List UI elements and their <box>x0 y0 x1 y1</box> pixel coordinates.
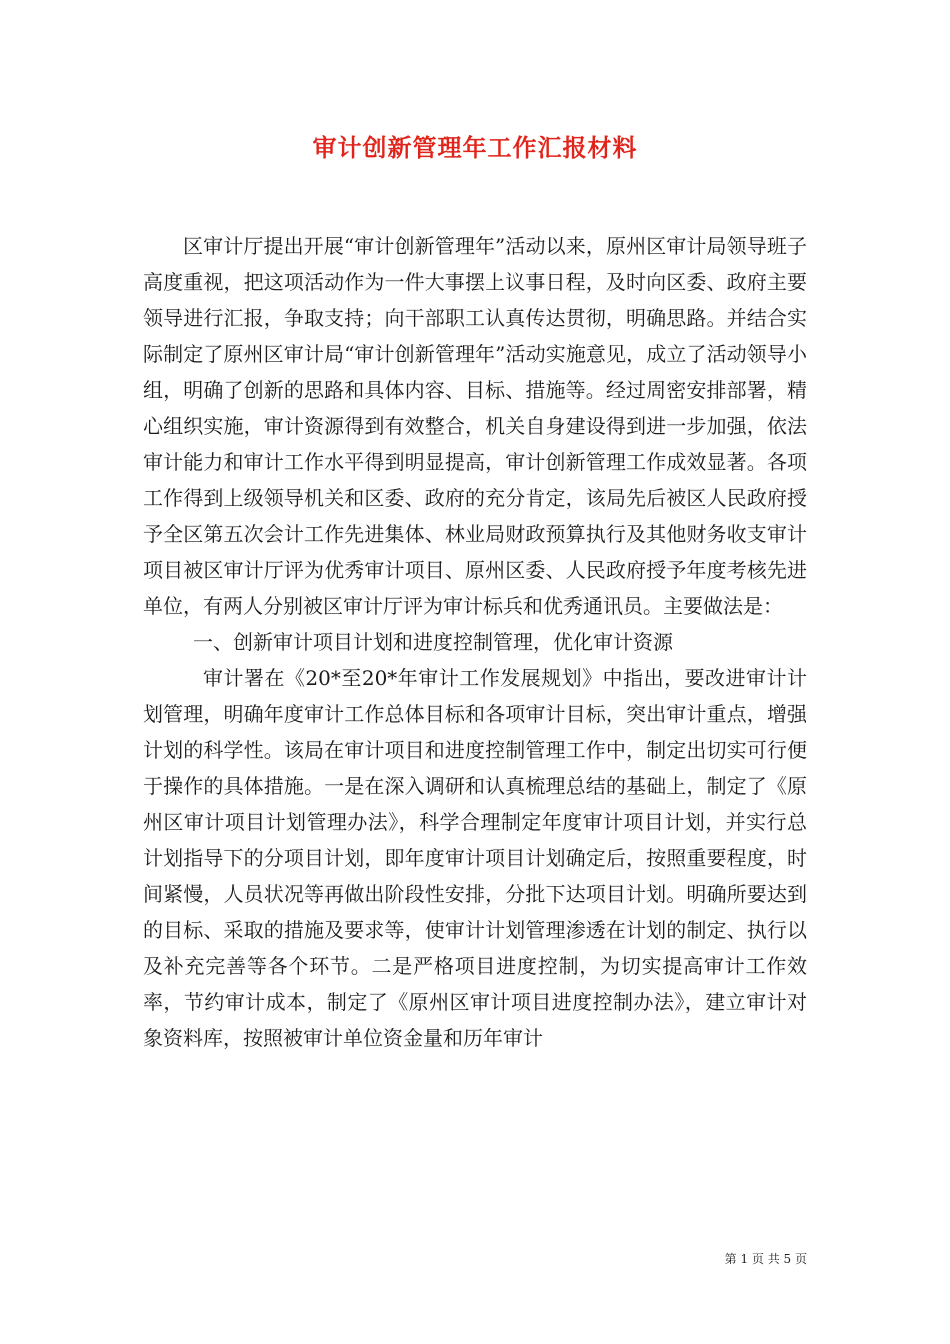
page-number: 第 1 页 共 5 页 <box>724 1252 807 1266</box>
paragraph-section-1: 审计署在《20*至20*年审计工作发展规划》中指出，要改进审计计划管理，明确年度审计工作总体目标和各项审计目标，突出审计重点，增强计划的科学性。该局在审计项目和进度控制管理工作中，制定出切实可行便于操作的具体措施。一是在深入调研和认真梳理总结的基础上，制定了《原州区审计项目计划管理办法》，科学合理制定年度审计项目计划，并实行总计划指导下的分项目计划，即年度审计项目计划确定后，按照重要程度，时间紧慢，人员状况等再做出阶段性安排，分批下达项目计划。明确所要达到的目标、采取的措施及要求等，使审计计划管理渗透在计划的制定、执行以及补充完善等各个环节。二是严格项目进度控制，为切实提高审计工作效率，节约审计成本，制定了《原州区审计项目进度控制办法》，建立审计对象资料库，按照被审计单位资金量和历年审计 <box>143 666 807 1050</box>
document-title: 审计创新管理年工作汇报材料 <box>312 133 638 162</box>
paragraph-intro: 区审计厅提出开展“审计创新管理年”活动以来，原州区审计局领导班子高度重视，把这项活动作为一件大事摆上议事日程，及时向区委、政府主要领导进行汇报，争取支持；向干部职工认真传达贯彻，明确思路。并结合实际制定了原州区审计局“审计创新管理年”活动实施意见，成立了活动领导小组，明确了创新的思路和具体内容、目标、措施等。经过周密安排部署，精心组织实施，审计资源得到有效整合，机关自身建设得到进一步加强，依法审计能力和审计工作水平得到明显提高，审计创新管理工作成效显著。各项工作得到上级领导机关和区委、政府的充分肯定，该局先后被区人民政府授予全区第五次会计工作先进集体、林业局财政预算执行及其他财务收支审计项目被区审计厅评为优秀审计项目、原州区委、人民政府授予年度考核先进单位，有两人分别被区审计厅评为审计标兵和优秀通讯员。主要做法是： <box>143 234 807 618</box>
document-body <box>143 228 807 1056</box>
section-heading-1: 一、创新审计项目计划和进度控制管理，优化审计资源 <box>193 630 673 654</box>
